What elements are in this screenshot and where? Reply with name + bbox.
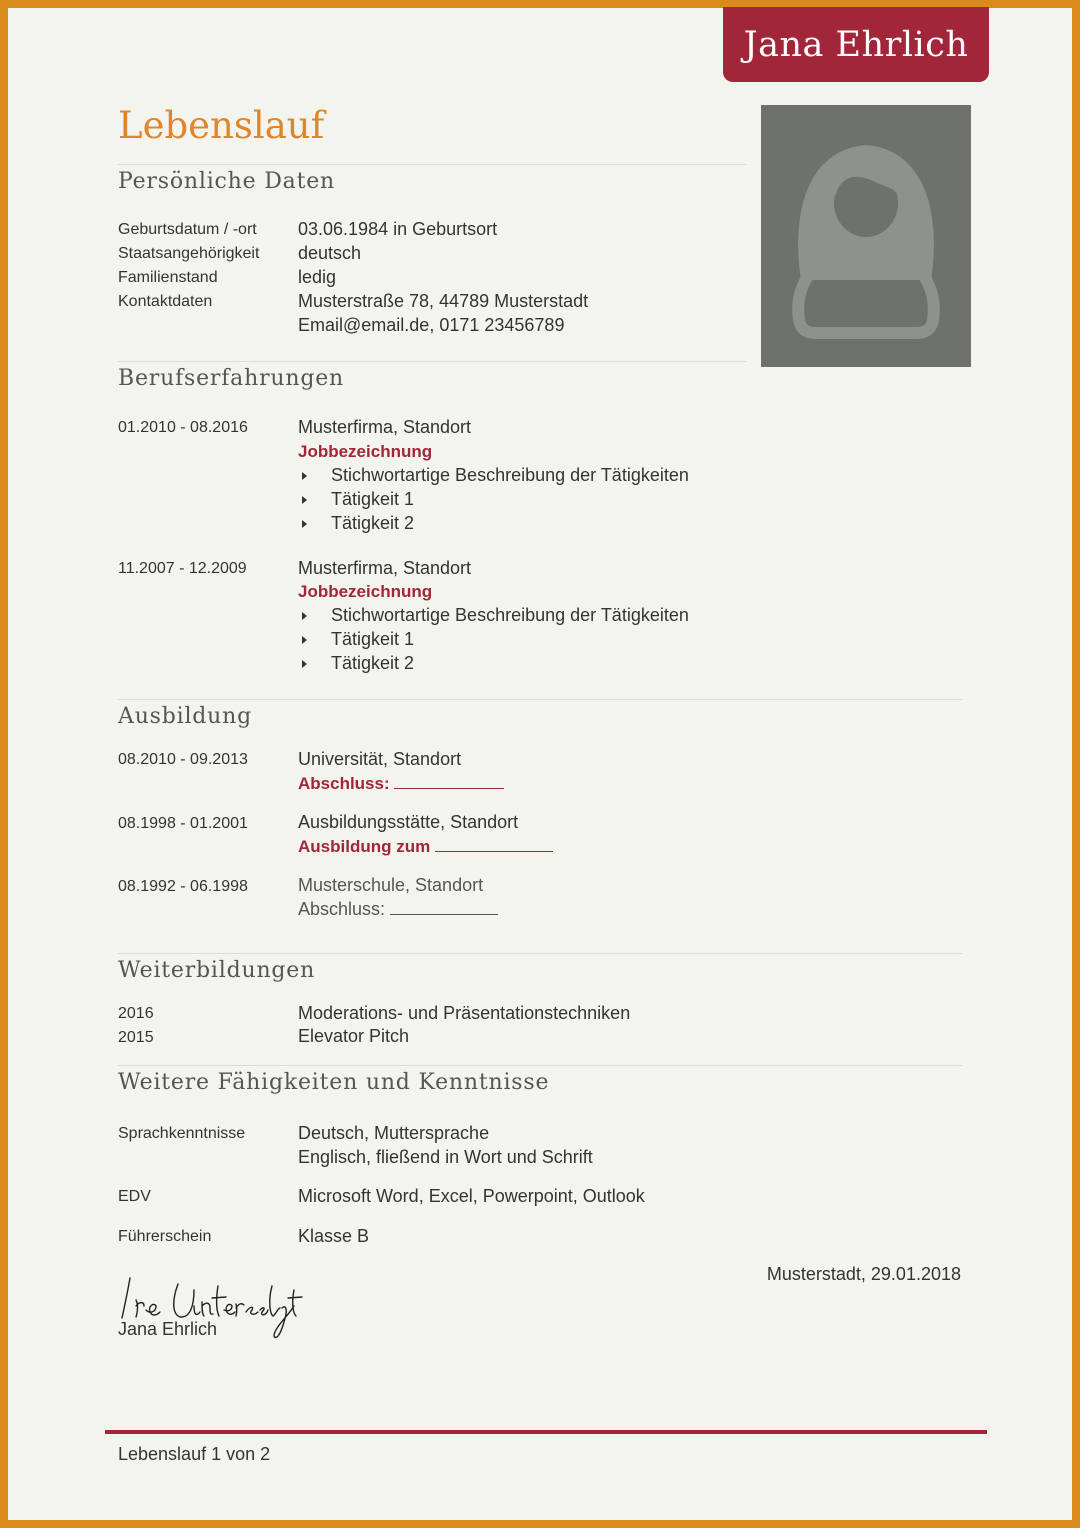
training-course: Elevator Pitch [298,1026,410,1046]
experience-bullet [302,653,414,674]
fill-in-line [394,788,504,789]
education-institution: Universität, Standort [298,749,462,769]
training-year: 2015 [118,1029,154,1046]
experience-job-title: Jobbezeichnung [298,582,433,601]
experience-period: 11.2007 - 12.2009 [118,560,247,577]
education-period: 08.1992 - 06.1998 [118,878,248,895]
value-birth: 03.06.1984 in Geburtsort [298,219,498,239]
value-email-phone: Email@email.de, 0171 23456789 [298,315,565,335]
bullet-text: Stichwortartige Beschreibung der Tätigkeiten [331,605,689,625]
education-detail-text: Abschluss: [298,899,386,919]
value-address: Musterstraße 78, 44789 Musterstadt [298,291,589,311]
bullet-triangle-icon [302,520,307,528]
bullet-triangle-icon [302,660,307,668]
page-title: Lebenslauf [118,104,325,147]
label-contact: Kontaktdaten [118,293,213,310]
section-title-personal: Persönliche Daten [118,169,336,194]
education-detail [298,837,553,857]
label-nationality: Staatsangehörigkeit [118,245,260,262]
experience-bullet [302,513,414,534]
value-marital-status: ledig [298,267,337,287]
bullet-triangle-icon [302,472,307,480]
bullet-triangle-icon [302,636,307,644]
experience-company: Musterfirma, Standort [298,558,472,578]
label-marital-status: Familienstand [118,269,218,286]
training-course: Moderations- und Präsentationstechniken [298,1003,631,1023]
bullet-triangle-icon [302,612,307,620]
education-detail [298,774,504,794]
fill-in-line [435,851,553,852]
bullet-text: Stichwortartige Beschreibung der Tätigkeiten [331,465,689,485]
value-nationality: deutsch [298,243,362,263]
label-birth: Geburtsdatum / -ort [118,221,257,238]
experience-job-title: Jobbezeichnung [298,442,433,461]
bullet-text: Tätigkeit 2 [331,513,415,533]
label-drivers-license: Führerschein [118,1228,212,1245]
experience-bullet [302,465,689,486]
profile-photo [761,105,971,367]
female-avatar-icon [761,105,971,367]
education-period: 08.2010 - 09.2013 [118,751,248,768]
education-detail [298,899,498,920]
education-period: 08.1998 - 01.2001 [118,815,248,832]
place-date: Musterstadt, 29.01.2018 [766,1264,961,1284]
value-it-skills: Microsoft Word, Excel, Powerpoint, Outlook [298,1186,645,1206]
signer-name: Jana Ehrlich [118,1319,218,1339]
section-divider [118,953,962,954]
education-institution: Ausbildungsstätte, Standort [298,812,519,832]
experience-period: 01.2010 - 08.2016 [118,419,248,436]
section-divider [118,1065,962,1066]
section-divider [118,699,962,700]
section-title-training: Weiterbildungen [118,958,316,983]
label-languages: Sprachkenntnisse [118,1125,246,1142]
education-institution: Musterschule, Standort [298,875,484,895]
section-divider [118,361,746,362]
education-detail-text: Ausbildung zum [298,837,431,856]
fill-in-line [390,914,498,915]
bullet-text: Tätigkeit 1 [331,629,415,649]
training-year: 2016 [118,1005,154,1022]
value-language-1: Deutsch, Muttersprache [298,1123,490,1143]
education-detail-text: Abschluss: [298,774,390,793]
bullet-text: Tätigkeit 2 [331,653,415,673]
experience-bullet [302,605,689,626]
value-language-2: Englisch, fließend in Wort und Schrift [298,1147,593,1167]
value-drivers-license: Klasse B [298,1226,370,1246]
experience-company: Musterfirma, Standort [298,417,472,437]
section-title-education: Ausbildung [118,704,253,729]
section-divider [118,164,746,165]
name-banner: Jana Ehrlich [723,7,989,82]
bullet-triangle-icon [302,496,307,504]
experience-bullet [302,629,414,650]
experience-bullet [302,489,414,510]
footer-divider [105,1430,987,1434]
page-number: Lebenslauf 1 von 2 [118,1444,271,1464]
label-it-skills: EDV [118,1188,151,1205]
section-title-experience: Berufserfahrungen [118,366,344,391]
bullet-text: Tätigkeit 1 [331,489,415,509]
section-title-skills: Weitere Fähigkeiten und Kenntnisse [118,1070,550,1095]
